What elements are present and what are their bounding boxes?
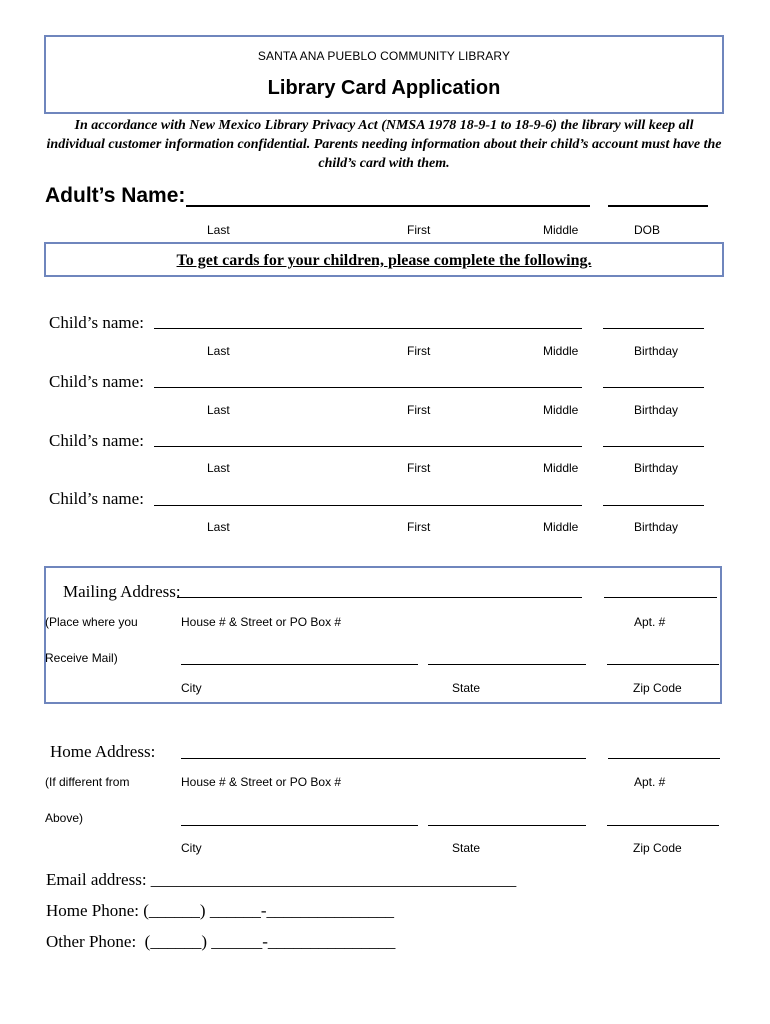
- child-middle-caption: Middle: [543, 461, 579, 475]
- home-city-field[interactable]: [181, 825, 418, 826]
- children-instruction: To get cards for your children, please complete the following.: [176, 252, 592, 269]
- child-first-caption: First: [407, 344, 431, 358]
- adult-last-caption: Last: [207, 223, 230, 237]
- home-city-caption: City: [181, 841, 202, 855]
- privacy-notice: In accordance with New Mexico Library Privacy Act (NMSA 1978 18-9-1 to 18-9-6) the library will keep all individual customer information confidential. Parents needing information about their child’s account must have the child’s card with them.: [46, 118, 722, 171]
- child-birthday-field[interactable]: [603, 505, 704, 506]
- child-last-caption: Last: [207, 344, 230, 358]
- child-birthday-field[interactable]: [603, 446, 704, 447]
- header-box: [44, 35, 724, 114]
- child-middle-caption: Middle: [543, 403, 579, 417]
- child-last-caption: Last: [207, 461, 230, 475]
- child-name-label: Child’s name:: [49, 313, 144, 332]
- home-zip-caption: Zip Code: [633, 841, 682, 855]
- mailing-apt-field[interactable]: [604, 597, 717, 598]
- child-name-field[interactable]: [154, 328, 582, 329]
- adult-middle-caption: Middle: [543, 223, 579, 237]
- child-first-caption: First: [407, 520, 431, 534]
- mailing-state-caption: State: [452, 681, 481, 695]
- mailing-zip-caption: Zip Code: [633, 681, 682, 695]
- email-address-field[interactable]: Email address: ___________________________________________: [46, 870, 517, 889]
- home-state-caption: State: [452, 841, 481, 855]
- mailing-address-label: Mailing Address:: [63, 582, 181, 601]
- mailing-city-caption: City: [181, 681, 202, 695]
- mailing-street-caption: House # & Street or PO Box #: [181, 615, 342, 629]
- child-birthday-caption: Birthday: [634, 461, 679, 475]
- home-street-caption: House # & Street or PO Box #: [181, 775, 342, 789]
- mailing-street-field[interactable]: [177, 597, 582, 598]
- home-apt-caption: Apt. #: [634, 775, 666, 789]
- child-name-field[interactable]: [154, 446, 582, 447]
- mailing-apt-caption: Apt. #: [634, 615, 666, 629]
- adult-name-field[interactable]: [186, 205, 590, 207]
- child-birthday-field[interactable]: [603, 387, 704, 388]
- child-name-label: Child’s name:: [49, 372, 144, 391]
- child-birthday-caption: Birthday: [634, 403, 679, 417]
- mailing-note: (Place where you: [45, 615, 138, 629]
- child-name-label: Child’s name:: [49, 431, 144, 450]
- home-apt-field[interactable]: [608, 758, 720, 759]
- home-note: (If different from: [45, 775, 130, 789]
- adult-dob-caption: DOB: [634, 223, 661, 237]
- home-street-field[interactable]: [181, 758, 586, 759]
- child-first-caption: First: [407, 461, 431, 475]
- adult-name-label: Adult’s Name:: [45, 184, 186, 207]
- form-title: Library Card Application: [267, 77, 501, 99]
- child-name-label: Child’s name:: [49, 489, 144, 508]
- child-name-field[interactable]: [154, 505, 582, 506]
- child-birthday-caption: Birthday: [634, 520, 679, 534]
- mailing-city-field[interactable]: [181, 664, 418, 665]
- other-phone-field[interactable]: Other Phone: (______) ______-_______________: [46, 932, 396, 951]
- child-last-caption: Last: [207, 403, 230, 417]
- adult-dob-field[interactable]: [608, 205, 708, 207]
- child-last-caption: Last: [207, 520, 230, 534]
- home-address-label: Home Address:: [50, 742, 156, 761]
- child-middle-caption: Middle: [543, 520, 579, 534]
- children-instruction-box: [44, 242, 724, 277]
- home-zip-field[interactable]: [607, 825, 719, 826]
- home-state-field[interactable]: [428, 825, 586, 826]
- child-birthday-caption: Birthday: [634, 344, 679, 358]
- child-first-caption: First: [407, 403, 431, 417]
- mailing-zip-field[interactable]: [607, 664, 719, 665]
- home-phone-field[interactable]: Home Phone: (______) ______-_______________: [46, 901, 395, 920]
- child-middle-caption: Middle: [543, 344, 579, 358]
- library-name: SANTA ANA PUEBLO COMMUNITY LIBRARY: [257, 49, 511, 63]
- home-note: Above): [45, 811, 84, 825]
- child-name-field[interactable]: [154, 387, 582, 388]
- child-birthday-field[interactable]: [603, 328, 704, 329]
- adult-first-caption: First: [407, 223, 431, 237]
- mailing-note: Receive Mail): [45, 651, 118, 665]
- mailing-state-field[interactable]: [428, 664, 586, 665]
